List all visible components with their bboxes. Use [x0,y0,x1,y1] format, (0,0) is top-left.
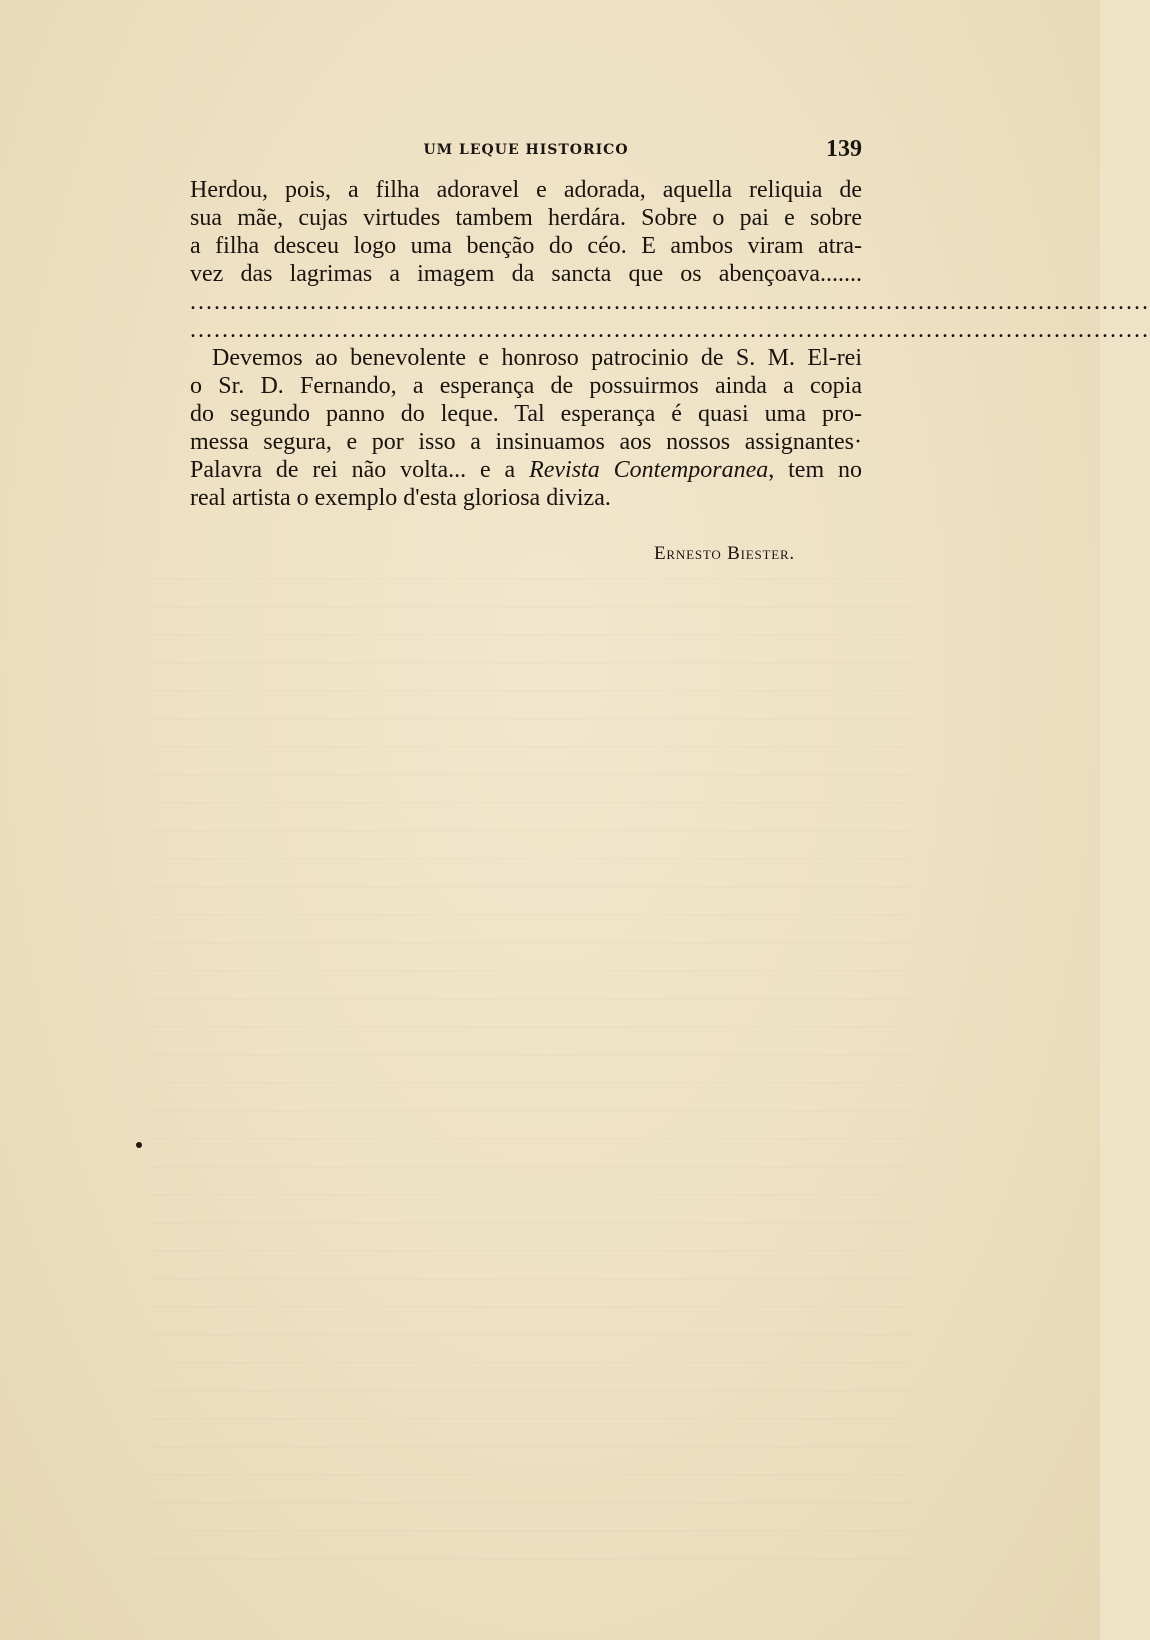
paragraph-1-line-4: vez das lagrimas a imagem da sancta que os abençoava....... [190,261,862,287]
paragraph-2-line-4: messa segura, e por isso a insinuamos aos nossos assignantes· [190,429,862,455]
dotted-row-1: ........................................................................................................................ [190,289,1150,315]
ink-speck [136,1142,142,1148]
running-header [190,138,862,166]
author-signature: Ernesto Biester. [654,543,795,564]
paragraph-1-line-2: sua mãe, cujas virtudes tambem herdára. Sobre o pai e sobre [190,205,862,231]
line-5-prefix: Palavra de rei não volta... e a [190,457,530,483]
line-5-suffix: , tem no [768,457,863,483]
paragraph-1-line-1: Herdou, pois, a filha adoravel e adorada, aquella reliquia de [190,177,862,203]
dotted-row-2: ........................................................................................................................ [190,317,1150,343]
paragraph-2-line-3: do segundo panno do leque. Tal esperança é quasi uma pro- [190,401,862,427]
paragraph-2-line-5 [190,456,862,484]
paragraph-2-line-2: o Sr. D. Fernando, a esperança de possuirmos ainda a copia [190,373,862,399]
paragraph-2-line-6: real artista o exemplo d'esta gloriosa diviza. [190,485,611,511]
page-number: 139 [826,136,862,162]
running-title: UM LEQUE HISTORICO [423,142,629,158]
journal-title: Revista Contemporanea [529,457,769,483]
paragraph-2-line-1: Devemos ao benevolente e honroso patrocinio de S. M. El-rei [212,345,862,371]
paragraph-1-line-3: a filha desceu logo uma benção do céo. E ambos viram atra- [190,233,862,259]
body-text [190,176,1150,512]
show-through-bleed [150,560,910,1560]
